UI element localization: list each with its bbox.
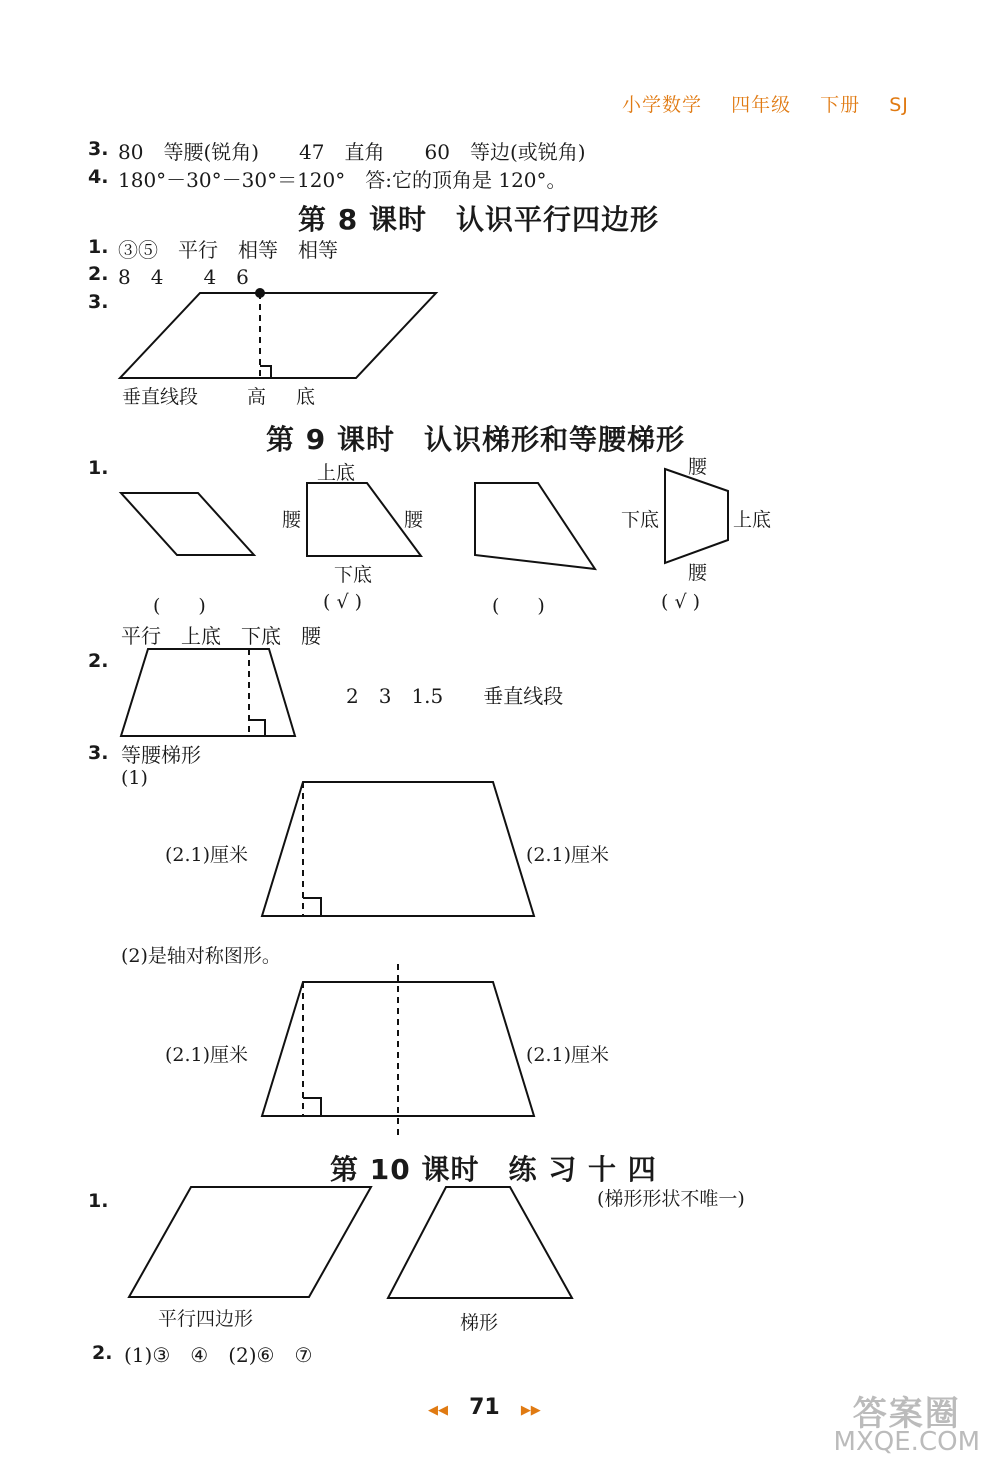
question-number: 1. — [88, 457, 109, 479]
page-number: 71 — [469, 1395, 500, 1420]
label-leg: 腰 — [404, 509, 424, 531]
prev-arrows-icon: ◀◀ — [428, 1403, 448, 1418]
next-arrows-icon: ▶▶ — [520, 1403, 541, 1418]
label-leg-length: (2.1)厘米 — [165, 1044, 249, 1066]
label-parallelogram: 平行四边形 — [158, 1308, 254, 1330]
question-number: 3. — [88, 742, 109, 764]
question-number: 1. — [88, 236, 109, 258]
header-grade: 四年级 — [731, 94, 792, 116]
shape-parallelogram — [121, 493, 254, 555]
lesson-title: 第 8 课时 认识平行四边形 — [298, 203, 659, 236]
answer-text: (1)③ ④ (2)⑥ ⑦ — [124, 1343, 313, 1367]
shape-trapezoid-vertical — [665, 469, 728, 563]
note-text: (梯形形状不唯一) — [597, 1188, 745, 1210]
lesson-title: 第 9 课时 认识梯形和等腰梯形 — [266, 423, 685, 456]
label-base: 底 — [296, 386, 316, 408]
header-subject: 小学数学 — [622, 94, 703, 116]
answer-check: ( √ ) — [661, 591, 701, 613]
parallelogram-height-figure — [120, 288, 436, 378]
label-trapezoid: 梯形 — [460, 1312, 499, 1334]
answer-check: ( √ ) — [323, 591, 363, 613]
sub-question-text: (2)是轴对称图形。 — [121, 945, 281, 967]
answer-blank: ( ) — [153, 595, 206, 617]
answer-text: 2 3 1.5 垂直线段 — [346, 684, 564, 708]
page-footer — [428, 1395, 541, 1420]
answer-text: 8 4 4 6 — [118, 265, 249, 289]
label-top-base: 上底 — [733, 509, 772, 531]
answer-text: 平行 上底 下底 腰 — [121, 624, 321, 648]
label-bottom-base: 下底 — [621, 509, 660, 531]
label-leg-length: (2.1)厘米 — [526, 1044, 610, 1066]
label-leg-length: (2.1)厘米 — [165, 844, 249, 866]
drawn-trapezoid — [388, 1187, 572, 1298]
label-bottom-base: 下底 — [334, 564, 373, 586]
label-top-base: 上底 — [317, 462, 356, 484]
label-leg: 腰 — [688, 456, 708, 478]
vertex-dot — [255, 288, 265, 298]
drawn-parallelogram — [129, 1187, 371, 1297]
label-leg: 腰 — [688, 562, 708, 584]
watermark-url: MXQE.COM — [833, 1427, 980, 1457]
isosceles-trapezoid-1 — [262, 782, 534, 916]
question-number: 2. — [88, 263, 109, 285]
answer-text: 等腰梯形 — [121, 743, 201, 767]
answer-text: ③⑤ 平行 相等 相等 — [118, 238, 338, 262]
shape-quadrilateral — [475, 483, 595, 569]
question-number: 3. — [88, 291, 109, 313]
header-edition: SJ — [889, 94, 909, 116]
header-volume: 下册 — [820, 94, 861, 116]
answer-text: 80 等腰(锐角) 47 直角 60 等边(或锐角) — [118, 140, 586, 164]
label-leg: 腰 — [282, 509, 302, 531]
label-leg-length: (2.1)厘米 — [526, 844, 610, 866]
answer-text: 180°－30°－30°＝120° 答:它的顶角是 120°。 — [118, 168, 567, 192]
answer-blank: ( ) — [492, 595, 545, 617]
isosceles-trapezoid-2 — [262, 964, 534, 1136]
watermark — [833, 1394, 980, 1457]
label-height: 高 — [247, 386, 267, 408]
lesson-title: 第 10 课时 练 习 十 四 — [330, 1153, 657, 1186]
sub-question-label: (1) — [121, 767, 148, 789]
question-number: 2. — [92, 1342, 113, 1364]
watermark-logo: 答案圈 — [852, 1394, 961, 1434]
label-perpendicular-segment: 垂直线段 — [122, 386, 199, 408]
question-number: 1. — [88, 1190, 109, 1212]
question-number: 2. — [88, 650, 109, 672]
question-number: 4. — [88, 166, 109, 188]
trapezoid-height-figure — [121, 649, 295, 736]
question-number: 3. — [88, 138, 109, 160]
